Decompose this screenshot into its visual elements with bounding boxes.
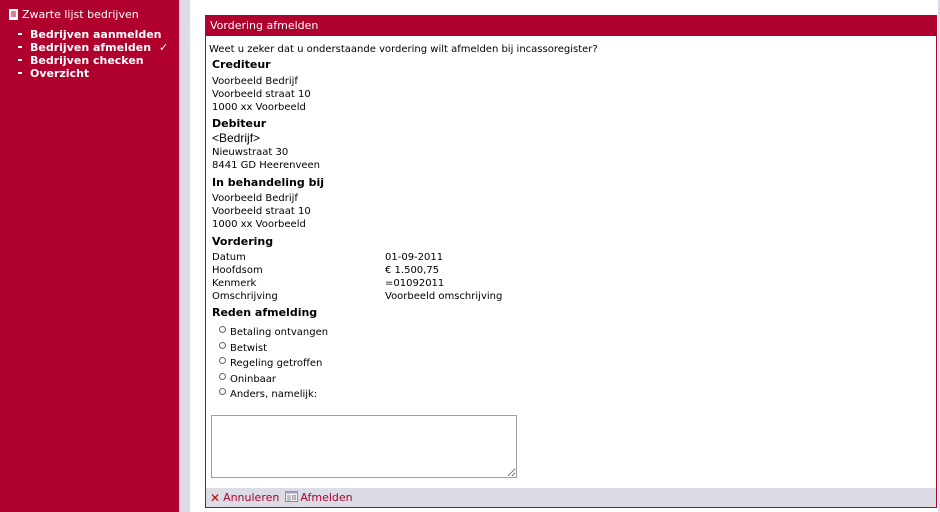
reden-heading: Reden afmelding <box>212 306 318 319</box>
behandeling-city: 1000 xx Voorbeeld <box>212 219 306 230</box>
datum-value: 01-09-2011 <box>385 252 444 263</box>
radio-label: Regeling getroffen <box>230 358 323 369</box>
bullet-icon <box>18 33 22 35</box>
cancel-button-label: Annuleren <box>223 491 280 504</box>
debiteur-street: Nieuwstraat 30 <box>212 147 289 158</box>
panel-footer <box>206 488 936 507</box>
sidebar-item-bedrijven-aanmelden[interactable] <box>18 28 168 41</box>
debiteur-name: <Bedrijf> <box>212 131 261 145</box>
checkmark-icon: ✓ <box>159 41 169 54</box>
omschrijving-label: Omschrijving <box>212 291 278 302</box>
radio-regeling-getroffen[interactable] <box>219 358 322 369</box>
radio-label: Oninbaar <box>230 374 277 385</box>
radio-label: Betaling ontvangen <box>230 327 329 338</box>
radio-oninbaar[interactable] <box>219 374 276 385</box>
hoofdsom-label: Hoofdsom <box>212 265 263 276</box>
behandeling-name: Voorbeeld Bedrijf <box>212 193 298 204</box>
debiteur-city: 8441 GD Heerenveen <box>212 160 321 171</box>
close-icon: ✕ <box>210 490 221 505</box>
radio-label: Anders, namelijk: <box>230 389 318 400</box>
document-icon <box>9 9 18 20</box>
panel-body <box>206 36 936 488</box>
crediteur-heading: Crediteur <box>212 58 271 71</box>
sidebar <box>0 0 179 512</box>
submit-button-label: Afmelden <box>300 491 353 504</box>
behandeling-street: Voorbeeld straat 10 <box>212 206 311 217</box>
kenmerk-value: =01092011 <box>385 278 445 289</box>
radio-circle[interactable] <box>219 357 226 364</box>
bullet-icon <box>18 59 22 61</box>
radio-circle[interactable] <box>219 342 226 349</box>
sidebar-item-label: Bedrijven aanmelden <box>30 28 162 41</box>
crediteur-street: Voorbeeld straat 10 <box>212 89 311 100</box>
bullet-icon <box>18 72 22 74</box>
behandeling-heading: In behandeling bij <box>212 176 324 189</box>
radio-circle[interactable] <box>219 388 226 395</box>
hoofdsom-value: € 1.500,75 <box>385 265 440 276</box>
kenmerk-label: Kenmerk <box>212 278 257 289</box>
confirm-question: Weet u zeker dat u onderstaande vordering wilt afmelden bij incassoregister? <box>209 44 598 55</box>
radio-betaling-ontvangen[interactable] <box>219 327 328 338</box>
bullet-icon <box>18 46 22 48</box>
sidebar-item-bedrijven-checken[interactable] <box>18 54 168 67</box>
sidebar-item-bedrijven-afmelden[interactable] <box>18 41 168 54</box>
cancel-button[interactable] <box>210 491 279 504</box>
sidebar-item-label: Bedrijven checken <box>30 54 144 67</box>
radio-circle[interactable] <box>219 326 226 333</box>
vordering-heading: Vordering <box>212 235 274 248</box>
crediteur-name: Voorbeeld Bedrijf <box>212 76 298 87</box>
radio-circle[interactable] <box>219 373 226 380</box>
radio-anders[interactable] <box>219 389 317 400</box>
radio-label: Betwist <box>230 343 268 354</box>
sidebar-title-label: Zwarte lijst bedrijven <box>22 8 139 21</box>
debiteur-heading: Debiteur <box>212 117 267 130</box>
radio-betwist[interactable] <box>219 343 267 354</box>
submit-button[interactable] <box>285 491 352 505</box>
sidebar-item-overzicht[interactable] <box>18 67 168 80</box>
sidebar-menu <box>18 28 168 80</box>
vordering-panel <box>205 15 937 508</box>
omschrijving-value: Voorbeeld omschrijving <box>385 291 503 302</box>
panel-title: Vordering afmelden <box>206 16 936 36</box>
form-icon <box>285 491 298 505</box>
crediteur-city: 1000 xx Voorbeeld <box>212 102 306 113</box>
sidebar-title <box>9 8 139 21</box>
anders-reason-textarea[interactable] <box>211 415 517 478</box>
sidebar-gutter <box>179 0 190 512</box>
sidebar-item-label: Bedrijven afmelden <box>30 41 152 54</box>
datum-label: Datum <box>212 252 246 263</box>
sidebar-item-label: Overzicht <box>30 67 90 80</box>
